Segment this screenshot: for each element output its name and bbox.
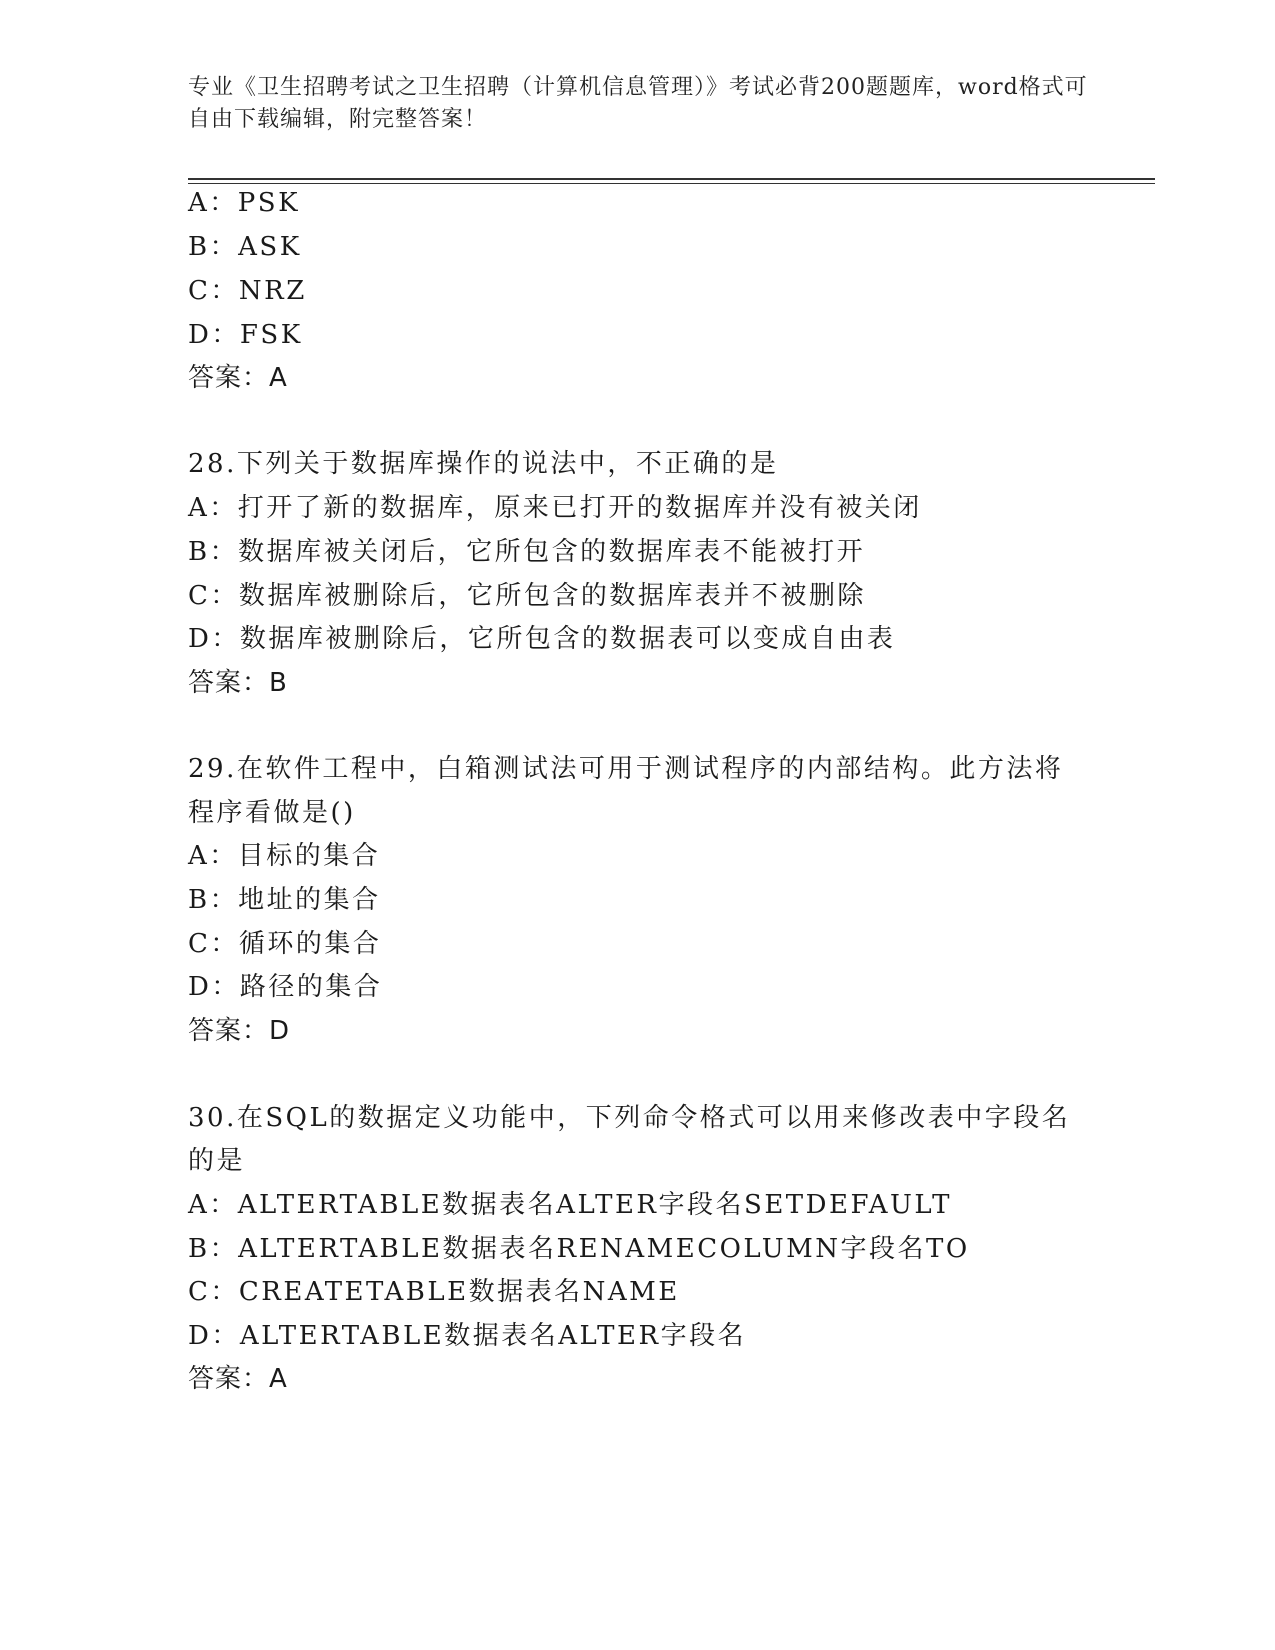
q30-answer: 答案：A — [188, 1364, 288, 1394]
document-header: 专业《卫生招聘考试之卫生招聘（计算机信息管理）》考试必背200题题库，word格式可自由下载编辑，附完整答案！ — [188, 75, 1088, 132]
q29-answer: 答案：D — [188, 1016, 291, 1046]
q27-option-c: C：NRZ — [188, 276, 307, 306]
q29-option-b: B：地址的集合 — [188, 885, 381, 915]
q30-option-b: B：ALTERTABLE数据表名RENAMECOLUMN字段名TO — [188, 1234, 970, 1264]
q28-stem: 28.下列关于数据库操作的说法中，不正确的是 — [188, 449, 779, 479]
q28-option-c: C：数据库被删除后，它所包含的数据库表并不被删除 — [188, 581, 866, 611]
header-divider — [188, 178, 1155, 180]
q30-stem-line1: 30.在SQL的数据定义功能中，下列命令格式可以用来修改表中字段名 — [188, 1103, 1071, 1133]
header-divider-thin — [188, 183, 1155, 184]
q28-option-b: B：数据库被关闭后，它所包含的数据库表不能被打开 — [188, 537, 866, 567]
q30-stem-line2: 的是 — [188, 1146, 246, 1176]
q27-answer: 答案：A — [188, 363, 288, 393]
q29-stem-line2: 程序看做是() — [188, 798, 356, 828]
q28-option-d: D：数据库被删除后，它所包含的数据表可以变成自由表 — [188, 624, 896, 654]
q27-option-b: B：ASK — [188, 232, 302, 262]
q27-option-a: A：PSK — [188, 188, 301, 218]
q27-option-d: D：FSK — [188, 320, 303, 350]
q28-option-a: A：打开了新的数据库，原来已打开的数据库并没有被关闭 — [188, 493, 922, 523]
q30-option-c: C：CREATETABLE数据表名NAME — [188, 1277, 680, 1307]
q29-option-c: C：循环的集合 — [188, 929, 382, 959]
q29-stem-line1: 29.在软件工程中，白箱测试法可用于测试程序的内部结构。此方法将 — [188, 754, 1064, 784]
q30-option-a: A：ALTERTABLE数据表名ALTER字段名SETDEFAULT — [188, 1190, 952, 1220]
q29-option-d: D：路径的集合 — [188, 972, 383, 1002]
q30-option-d: D：ALTERTABLE数据表名ALTER字段名 — [188, 1321, 747, 1351]
q29-option-a: A：目标的集合 — [188, 841, 381, 871]
q28-answer: 答案：B — [188, 668, 288, 698]
